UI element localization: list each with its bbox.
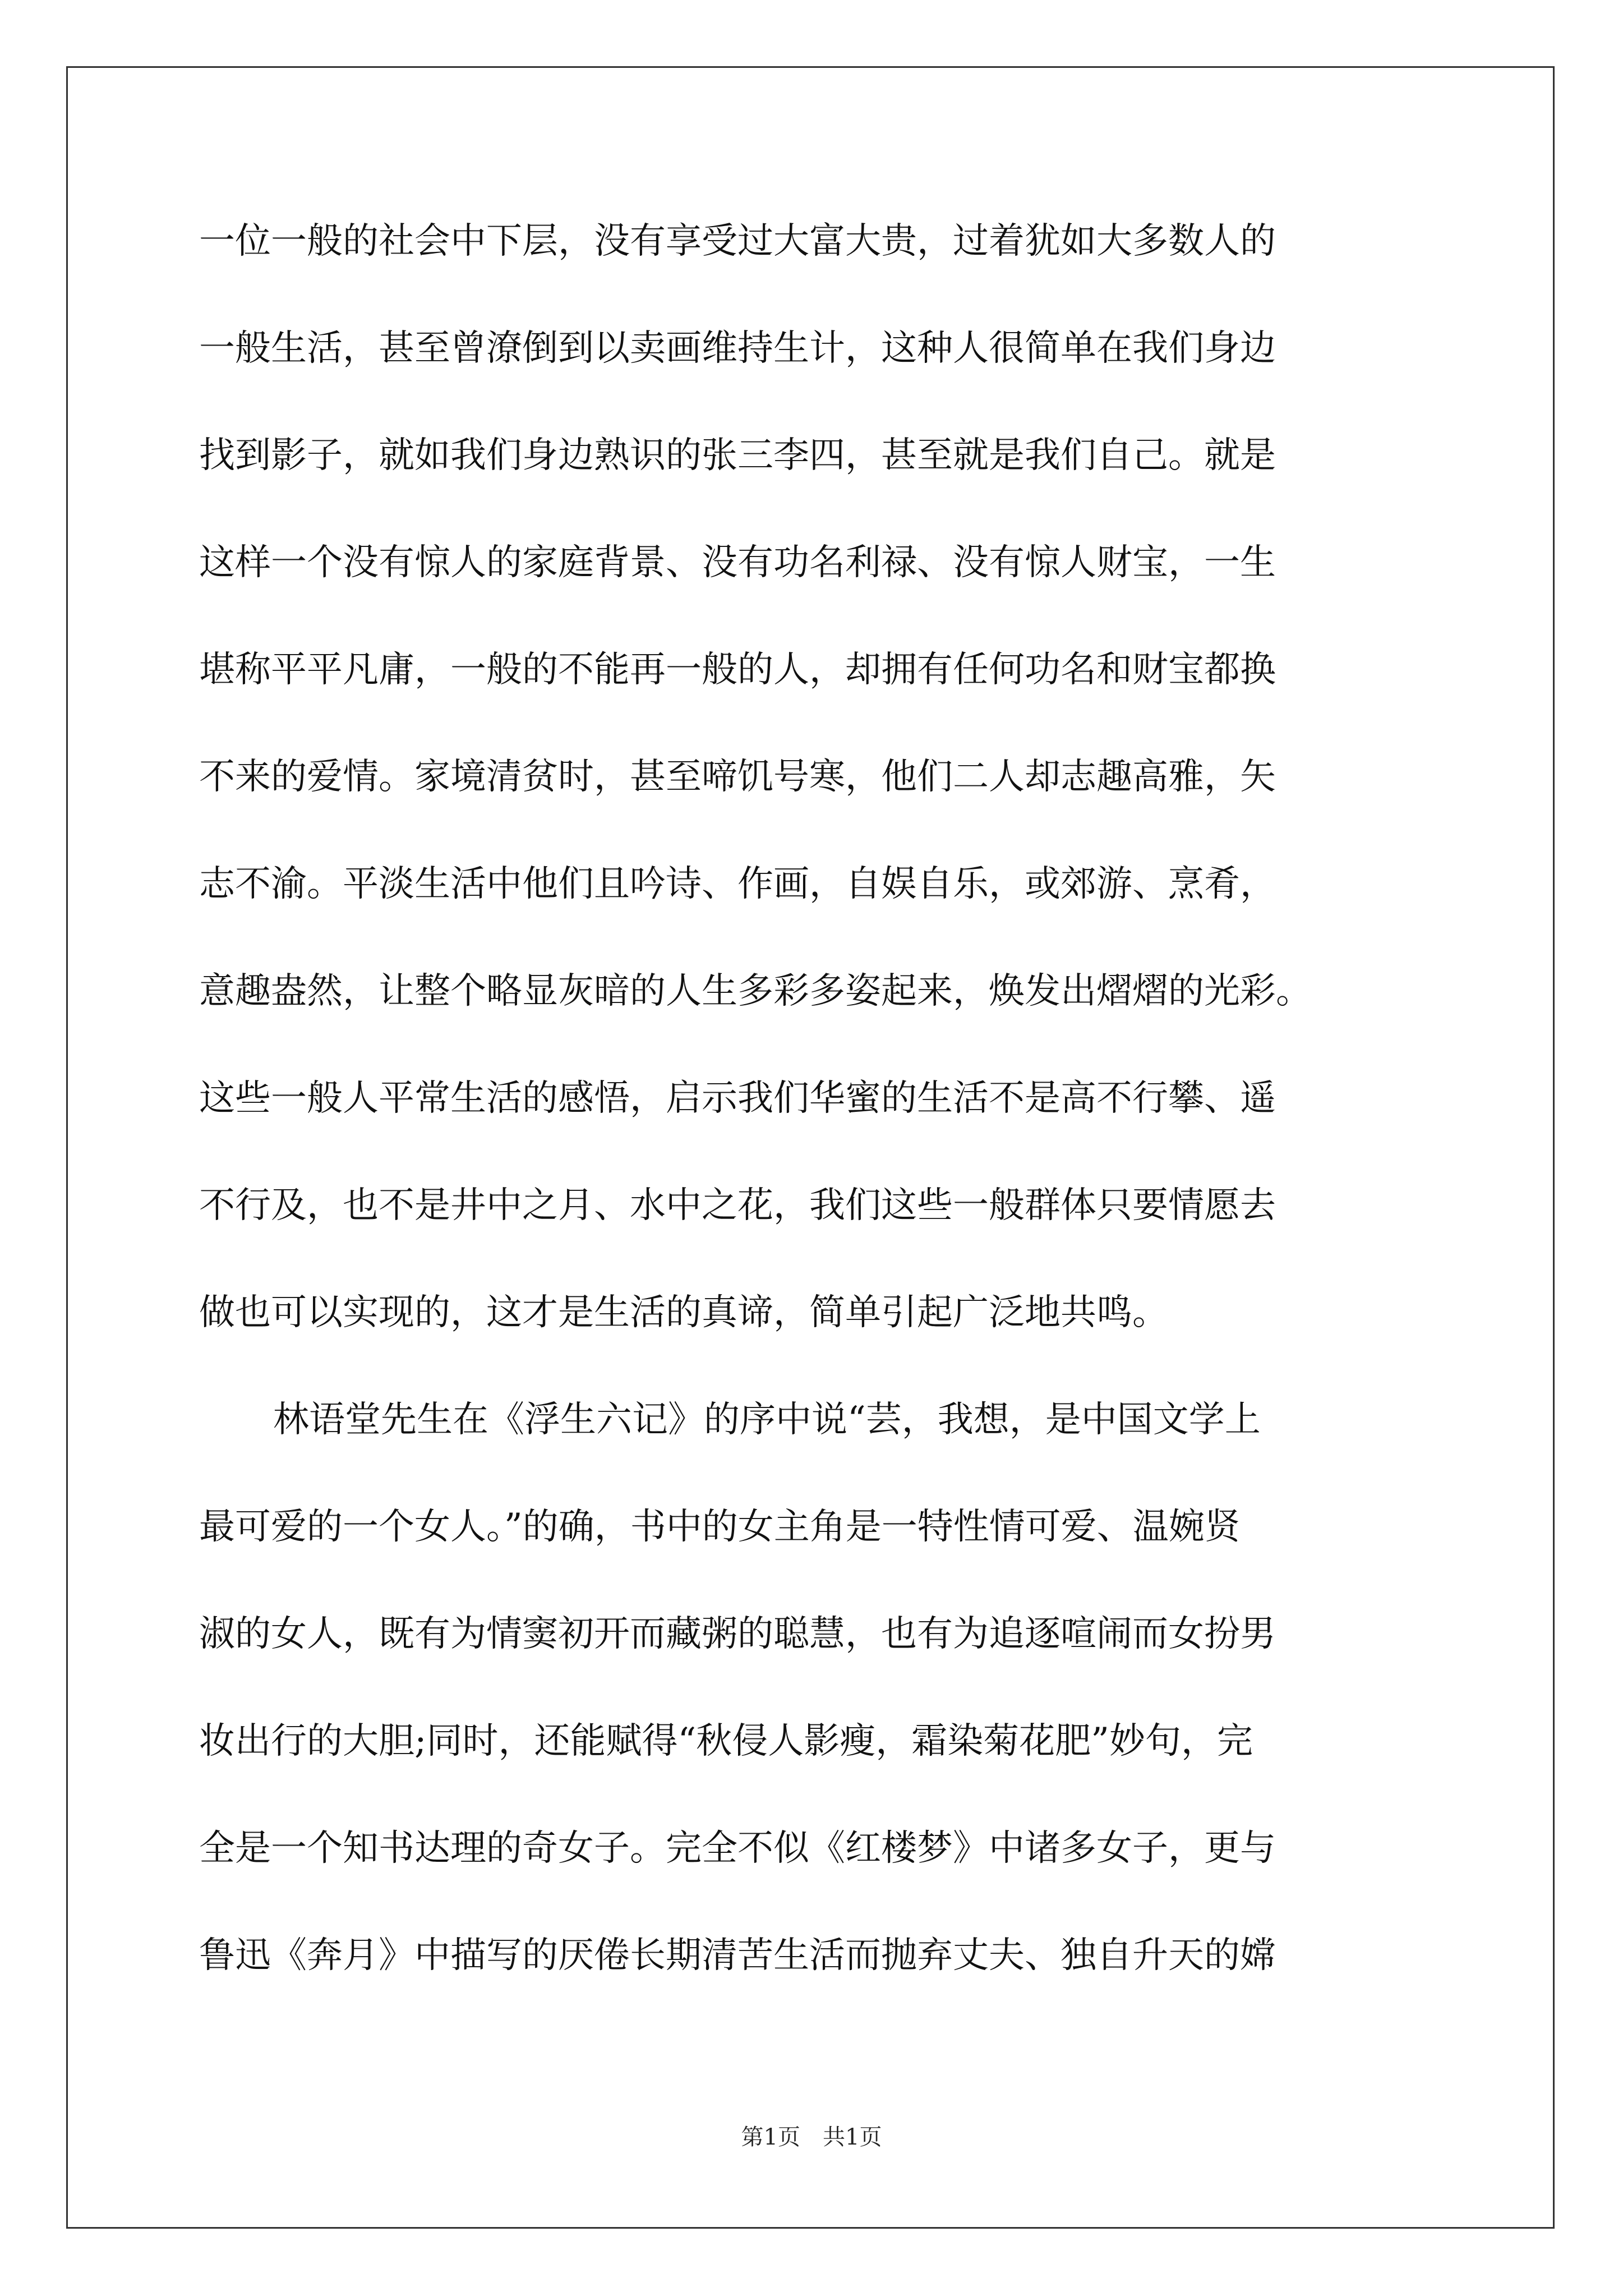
document-body	[199, 213, 1450, 2035]
text-line: 这些一般人平常生活的感悟，启示我们华蜜的生活不是高不行攀、遥	[199, 1078, 1276, 1119]
text-line: 这样一个没有惊人的家庭背景、没有功名利禄、没有惊人财宝，一生	[199, 542, 1276, 583]
text-line: 一般生活，甚至曾潦倒到以卖画维持生计，这种人很简单在我们身边	[199, 328, 1276, 369]
text-line: 不来的爱情。家境清贫时，甚至啼饥号寒，他们二人却志趣高雅，矢	[199, 756, 1276, 798]
text-line: 全是一个知书达理的奇女子。完全不似《红楼梦》中诸多女子，更与	[199, 1828, 1276, 1869]
text-line: 妆出行的大胆;同时，还能赋得“秋侵人影瘦，霜染菊花肥”妙句，完	[199, 1720, 1253, 1762]
text-line: 最可爱的一个女人。”的确，书中的女主角是一特性情可爱、温婉贤	[199, 1506, 1241, 1548]
text-line: 意趣盎然，让整个略显灰暗的人生多彩多姿起来，焕发出熠熠的光彩。	[199, 970, 1312, 1012]
page-footer	[0, 2119, 1623, 2151]
text-line: 鲁迅《奔月》中描写的厌倦长期清苦生活而抛弃丈夫、独自升天的嫦	[199, 1935, 1276, 1976]
page-number: 第1页	[741, 2124, 800, 2150]
text-line: 一位一般的社会中下层，没有享受过大富大贵，过着犹如大多数人的	[199, 220, 1276, 262]
text-line: 不行及，也不是井中之月、水中之花，我们这些一般群体只要情愿去	[199, 1185, 1276, 1226]
page-total: 共1页	[823, 2124, 882, 2150]
text-line-indented: 林语堂先生在《浮生六记》的序中说“芸，我想，是中国文学上	[273, 1399, 1261, 1441]
text-line: 堪称平平凡庸，一般的不能再一般的人，却拥有任何功名和财宝都换	[199, 649, 1276, 691]
text-line: 找到影子，就如我们身边熟识的张三李四，甚至就是我们自己。就是	[199, 435, 1276, 476]
text-line: 志不渝。平淡生活中他们且吟诗、作画，自娱自乐，或郊游、烹肴，	[199, 863, 1276, 905]
paragraph-2	[199, 1392, 1450, 2035]
text-line: 做也可以实现的，这才是生活的真谛，简单引起广泛地共鸣。	[199, 1292, 1168, 1333]
paragraph-1	[199, 213, 1450, 1392]
text-line: 淑的女人，既有为情窦初开而藏粥的聪慧，也有为追逐喧闹而女扮男	[199, 1613, 1276, 1655]
